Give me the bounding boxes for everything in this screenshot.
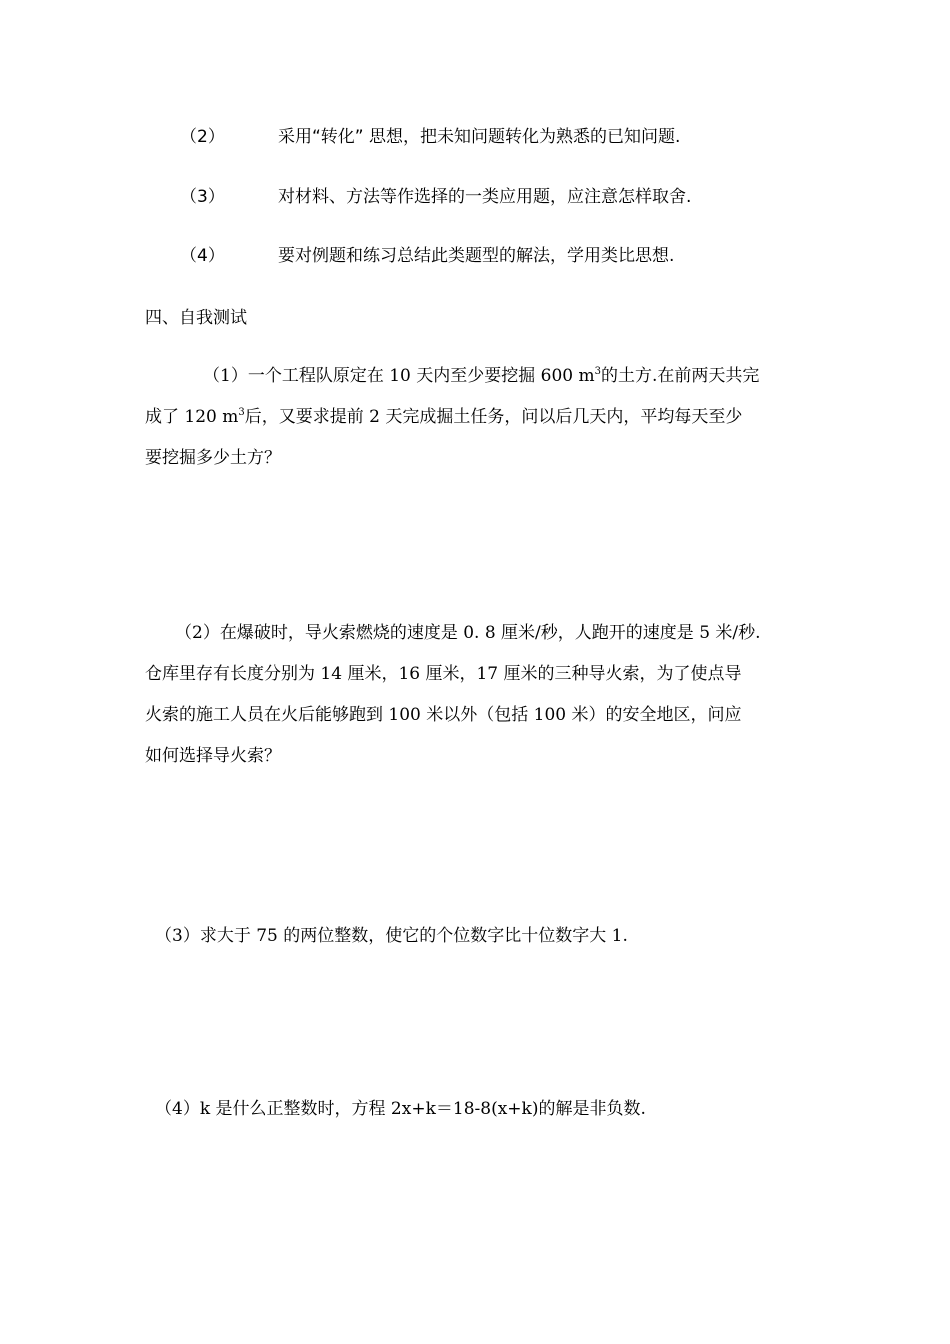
problem-text: 成了 120 m	[145, 407, 239, 427]
problem-2	[145, 613, 810, 777]
list-item-text: 要对例题和练习总结此类题型的解法，学用类比思想.	[278, 246, 675, 266]
list-item-4	[180, 241, 800, 271]
problem-2-line-4: 如何选择导火索？	[145, 746, 281, 766]
list-item-number: （4）	[180, 246, 225, 266]
problem-4-line-1: （4）k 是什么正整数时，方程 2x+k＝18-8(x+k)的解是非负数.	[155, 1099, 646, 1119]
list-item-number: （2）	[180, 127, 225, 147]
problem-1	[145, 356, 810, 479]
problem-4	[145, 1089, 810, 1130]
section-heading: 四、自我测试	[145, 308, 247, 328]
list-item-text: 对材料、方法等作选择的一类应用题，应注意怎样取舍.	[278, 187, 692, 207]
problem-3-line-1: （3）求大于 75 的两位整数，使它的个位数字比十位数字大 1.	[155, 926, 628, 946]
problem-text: 的土方.在前两天共完	[601, 366, 760, 386]
problem-text: （1）一个工程队原定在 10 天内至少要挖掘 600 m	[203, 366, 595, 386]
problem-2-line-1: （2）在爆破时，导火索燃烧的速度是 0. 8 厘米/秒，人跑开的速度是 5 米/秒.	[175, 623, 761, 643]
list-item-text: 采用“转化” 思想，把未知问题转化为熟悉的已知问题.	[278, 127, 681, 147]
list-item-3	[180, 182, 800, 212]
superscript: 3	[238, 407, 245, 418]
problem-2-line-2: 仓库里存有长度分别为 14 厘米，16 厘米，17 厘米的三种导火索，为了使点导	[145, 664, 742, 684]
problem-1-line-3: 要挖掘多少土方？	[145, 448, 281, 468]
list-item-2	[180, 122, 800, 152]
problem-3	[145, 916, 810, 957]
superscript: 3	[594, 366, 602, 377]
problem-text: 后，又要求提前 2 天完成掘土任务，问以后几天内，平均每天至少	[244, 407, 743, 427]
problem-2-line-3: 火索的施工人员在火后能够跑到 100 米以外（包括 100 米）的安全地区，问应	[145, 705, 742, 725]
problem-1-line-1	[145, 356, 810, 397]
problem-1-line-2	[145, 397, 810, 438]
list-item-number: （3）	[180, 187, 225, 207]
